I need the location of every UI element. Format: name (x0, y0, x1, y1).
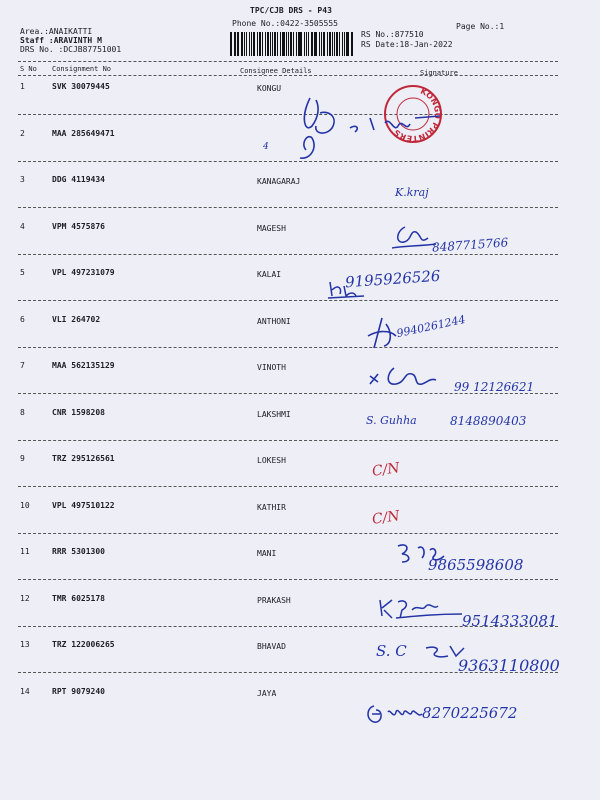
consignee-name: MAGESH (257, 224, 286, 233)
barcode-bar (259, 32, 261, 56)
row-divider (18, 486, 558, 487)
barcode-bar (308, 32, 309, 56)
barcode-bar (311, 32, 313, 56)
handwritten-signature: K.kraj (395, 186, 429, 199)
barcode-bar (251, 32, 253, 56)
handwritten-name: S. Guhha (366, 414, 417, 427)
barcode-bar (241, 32, 243, 56)
barcode-bar (265, 32, 266, 56)
row-number: 7 (20, 361, 25, 370)
barcode-bar (286, 32, 287, 56)
barcode-bar (298, 32, 299, 56)
signature-row14 (364, 702, 424, 726)
consignee-name: ANTHONI (257, 317, 291, 326)
row-number: 2 (20, 129, 25, 138)
handwritten-phone: 9865598608 (428, 556, 524, 574)
consignment-number: RRR 5301300 (52, 547, 105, 556)
barcode-bar (272, 32, 273, 56)
row-divider (18, 114, 558, 115)
barcode-bar (351, 32, 352, 56)
divider (18, 61, 558, 62)
handwritten-phone: 9363110800 (458, 656, 560, 675)
barcode-bar (253, 32, 255, 56)
barcode-bar (319, 32, 320, 56)
barcode-bar (290, 32, 292, 56)
barcode-bar (299, 32, 301, 56)
consignee-name: PRAKASH (257, 596, 291, 605)
consignment-number: VLI 264702 (52, 315, 101, 324)
row-number: 12 (20, 594, 30, 603)
row-number: 8 (20, 408, 25, 417)
consignee-name: VINOTH (257, 363, 286, 372)
barcode-bar (262, 32, 263, 56)
row-number: 14 (20, 687, 30, 696)
consignee-name: KALAI (257, 270, 282, 279)
consignment-number: MAA 562135129 (52, 361, 115, 370)
barcode-bar (237, 32, 239, 56)
barcode-bar (344, 32, 345, 56)
barcode-bar (234, 32, 235, 56)
barcode-bar (346, 32, 348, 56)
consignment-number: DDG 4119434 (52, 175, 105, 184)
column-header-sno: S No (20, 65, 37, 73)
barcode-bar (270, 32, 271, 56)
row-divider (18, 207, 558, 208)
stamp-text: KONGU PRINTERS (392, 86, 443, 144)
consignee-name: LOKESH (257, 456, 286, 465)
handwritten-mark: 4 (263, 142, 269, 152)
handwritten-phone: 8487715766 (431, 235, 509, 255)
divider (18, 75, 558, 76)
rs-number: RS No.:877510 (361, 30, 424, 39)
page-number: Page No.:1 (456, 22, 505, 31)
row-number: 10 (20, 501, 30, 510)
signature-row12 (376, 596, 466, 622)
barcode-bar (235, 32, 236, 56)
barcode-bar (334, 32, 335, 56)
row-divider (18, 161, 558, 162)
column-header-signature: Signature (420, 69, 458, 77)
barcode-bar (342, 32, 343, 56)
consignee-name: KATHIR (257, 503, 286, 512)
consignment-number: VPL 497231079 (52, 268, 115, 277)
consignment-number: CNR 1598208 (52, 408, 105, 417)
row-number: 13 (20, 640, 30, 649)
consignment-number: VPL 497510122 (52, 501, 115, 510)
handwritten-phone: 9195926526 (344, 266, 441, 292)
barcode-bar (304, 32, 306, 56)
barcode-bar (329, 32, 331, 56)
handwritten-name: S. C (376, 642, 407, 660)
row-number: 5 (20, 268, 25, 277)
consignment-number: TRZ 295126561 (52, 454, 115, 463)
barcode-bar (274, 32, 276, 56)
handwritten-phone: 8148890403 (450, 414, 527, 428)
consignee-name: KANAGARAJ (257, 177, 301, 186)
barcode-bar (277, 32, 279, 56)
row-divider (18, 440, 558, 441)
rs-date: RS Date:18-Jan-2022 (361, 40, 453, 49)
row-number: 11 (20, 547, 30, 556)
barcode-bar (282, 32, 284, 56)
barcode-bar (321, 32, 322, 56)
consignment-number: RPT 9079240 (52, 687, 105, 696)
handwritten-phone: 9514333081 (462, 612, 558, 630)
row-number: 9 (20, 454, 25, 463)
barcode-bar (314, 32, 315, 56)
handwritten-mark: C/N (371, 460, 401, 480)
column-header-consignment: Consignment No (52, 65, 112, 73)
handwritten-mark: C/N (371, 508, 401, 528)
row-divider (18, 347, 558, 348)
barcode-bar (306, 32, 307, 56)
barcode-bar (315, 32, 317, 56)
row-divider (18, 579, 558, 580)
barcode-bar (288, 32, 289, 56)
consignee-name: BHAVAD (257, 642, 286, 651)
handwritten-signature: 8270225672 (422, 704, 518, 722)
consignment-number: TRZ 122006265 (52, 640, 115, 649)
barcode (230, 32, 354, 56)
barcode-bar (230, 32, 232, 56)
row-divider (18, 254, 558, 255)
row-number: 4 (20, 222, 25, 231)
drs-number: DRS No. :DCJB87751001 (20, 45, 122, 54)
consignment-number: VPM 4575876 (52, 222, 105, 231)
row-number: 6 (20, 315, 25, 324)
barcode-bar (332, 32, 333, 56)
barcode-bar (323, 32, 325, 56)
row-number: 1 (20, 82, 25, 91)
barcode-bar (293, 32, 294, 56)
barcode-bar (336, 32, 338, 56)
barcode-bar (249, 32, 250, 56)
barcode-bar (280, 32, 281, 56)
handwritten-phone: 9940261244 (395, 312, 467, 341)
barcode-bar (352, 32, 353, 56)
document-title: TPC/CJB DRS - P43 (250, 6, 332, 15)
column-header-consignee: Consignee Details (240, 67, 312, 75)
signature-row1 (290, 88, 460, 168)
signature-row7 (366, 362, 446, 392)
barcode-bar (339, 32, 341, 56)
consignee-name: JAYA (257, 689, 277, 698)
consignee-name: LAKSHMI (257, 410, 291, 419)
area-label: Area.:ANAIKATTI (20, 27, 93, 36)
consignment-number: TMR 6025178 (52, 594, 105, 603)
row-number: 3 (20, 175, 25, 184)
handwritten-phone: 99 12126621 (454, 380, 535, 394)
consignee-name: KONGU (257, 84, 282, 93)
barcode-bar (296, 32, 297, 56)
barcode-bar (327, 32, 328, 56)
barcode-bar (257, 32, 258, 56)
row-divider (18, 533, 558, 534)
barcode-bar (244, 32, 245, 56)
consignee-name: MANI (257, 549, 277, 558)
staff-label: Staff :ARAVINTH M (20, 36, 102, 45)
consignment-number: SVK 30079445 (52, 82, 110, 91)
barcode-bar (246, 32, 247, 56)
barcode-bar (267, 32, 269, 56)
consignment-number: MAA 285649471 (52, 129, 115, 138)
phone-number: Phone No.:0422-3505555 (232, 19, 338, 28)
row-divider (18, 300, 558, 301)
